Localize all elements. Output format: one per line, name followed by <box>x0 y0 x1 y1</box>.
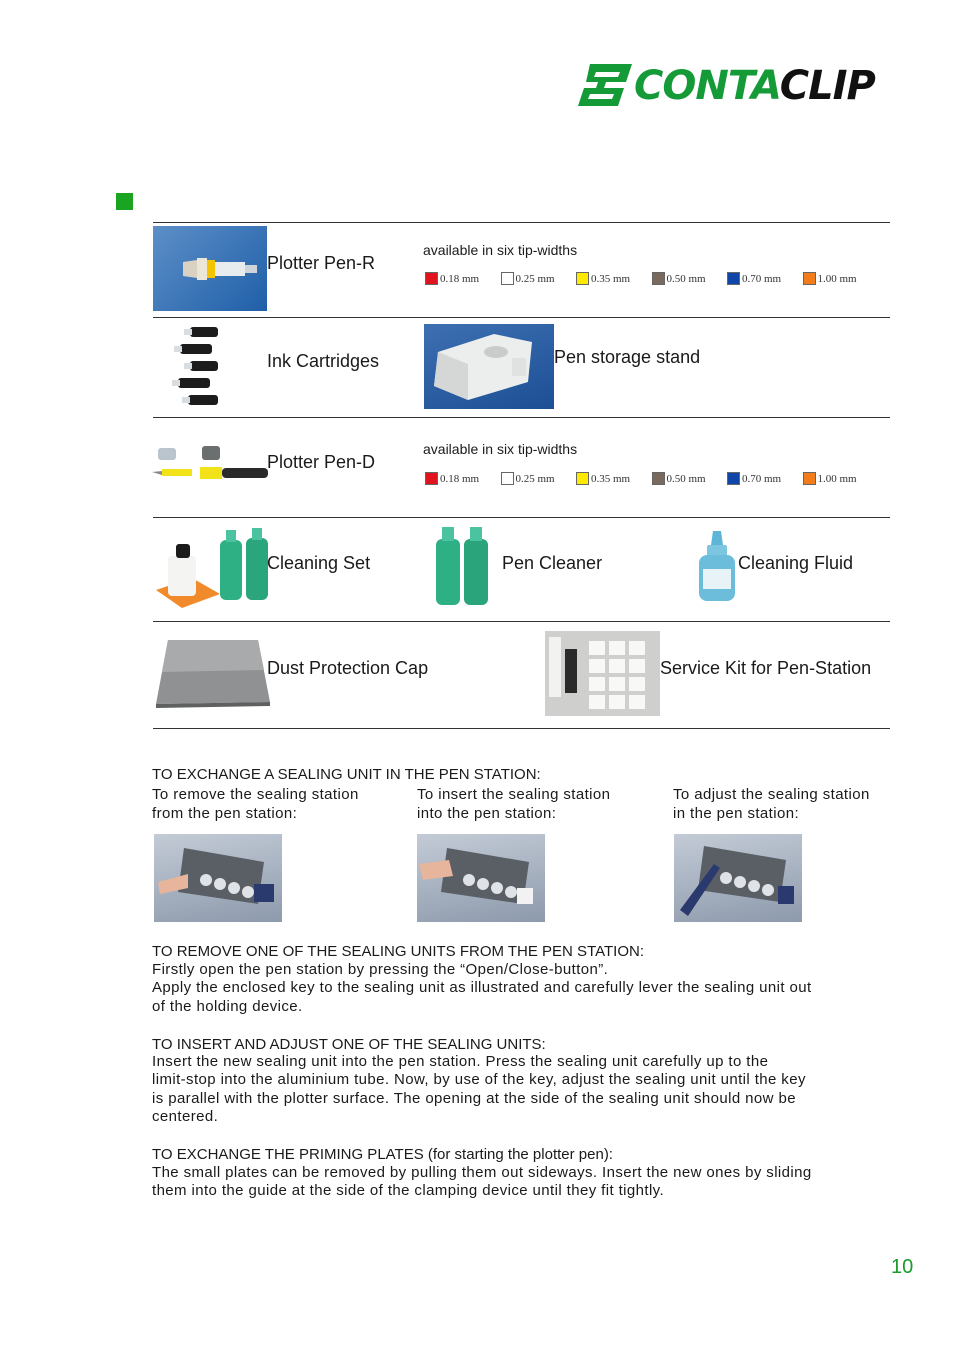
cleaning-set-label: Cleaning Set <box>267 553 371 573</box>
divider <box>153 417 890 418</box>
swatch-blue <box>727 272 740 285</box>
plotter-pen-d-photo <box>152 442 268 486</box>
tip-width-item <box>727 472 803 485</box>
insert-line-2: limit-stop into the aluminium tube. Now, by use of the key, adjust the sealing unit until the key <box>152 1071 806 1088</box>
adjust-step-photo <box>674 834 802 922</box>
tip-width-item <box>425 272 501 285</box>
tip-width-label: 0.70 mm <box>742 473 782 485</box>
insert-step-photo <box>417 834 545 922</box>
pen-cleaner-photo <box>434 527 492 607</box>
tip-widths-text: available in six tip-widths <box>423 441 578 457</box>
swatch-brown <box>652 272 665 285</box>
tip-width-item <box>803 272 879 285</box>
swatch-blue <box>727 472 740 485</box>
tip-width-item <box>501 472 577 485</box>
tip-width-item <box>727 272 803 285</box>
insert-line-3: is parallel with the plotter surface. The opening at the side of the sealing unit should now be <box>152 1090 796 1107</box>
swatch-yellow <box>576 472 589 485</box>
logo-wordmark <box>634 62 875 110</box>
remove-step-photo <box>154 834 282 922</box>
cleaning-set-photo <box>152 528 268 608</box>
tip-width-item <box>425 472 501 485</box>
insert-line-4: centered. <box>152 1108 219 1125</box>
service-kit-label: Service Kit for Pen-Station <box>660 658 872 678</box>
contaclip-emblem-icon <box>576 60 638 112</box>
tip-width-label: 1.00 mm <box>817 473 857 485</box>
service-kit-photo <box>545 631 660 716</box>
tip-width-item <box>652 272 728 285</box>
swatch-yellow <box>576 272 589 285</box>
divider <box>153 621 890 622</box>
tip-width-label: 0.18 mm <box>440 273 480 285</box>
tip-width-label: 0.35 mm <box>591 273 631 285</box>
plotter-pen-d-label: Plotter Pen-D <box>267 452 376 472</box>
swatch-white <box>501 472 514 485</box>
divider <box>153 222 890 223</box>
cleaning-fluid-photo <box>697 531 737 603</box>
swatch-red <box>425 272 438 285</box>
tip-width-item <box>501 272 577 285</box>
page-number: 10 <box>891 1256 914 1278</box>
pen-storage-stand-label: Pen storage stand <box>554 347 701 367</box>
tip-width-item <box>652 472 728 485</box>
dust-protection-cap-photo <box>154 636 272 708</box>
step-insert-line1: To insert the sealing station <box>417 786 611 803</box>
divider <box>153 517 890 518</box>
tip-width-item <box>576 472 652 485</box>
priming-line-1: The small plates can be removed by pulling them out sideways. Insert the new ones by sliding <box>152 1164 812 1181</box>
step-insert-line2: into the pen station: <box>417 805 557 822</box>
pen-cleaner-label: Pen Cleaner <box>502 553 603 573</box>
swatch-white <box>501 272 514 285</box>
dust-protection-cap-label: Dust Protection Cap <box>267 658 429 678</box>
tip-width-label: 0.50 mm <box>666 473 706 485</box>
ink-cartridges-photo <box>172 325 224 411</box>
plotter-pen-r-label: Plotter Pen-R <box>267 253 376 273</box>
swatch-red <box>425 472 438 485</box>
tip-width-item <box>576 272 652 285</box>
priming-heading: TO EXCHANGE THE PRIMING PLATES (for starting the plotter pen): <box>152 1146 613 1163</box>
divider <box>153 317 890 318</box>
step-remove-line1: To remove the sealing station <box>152 786 359 803</box>
plotter-pen-r-photo <box>153 226 267 311</box>
tip-width-label: 1.00 mm <box>817 273 857 285</box>
sealing-heading: TO EXCHANGE A SEALING UNIT IN THE PEN STATION: <box>152 766 541 783</box>
tip-width-label: 0.50 mm <box>666 273 706 285</box>
tip-width-item <box>803 472 879 485</box>
swatch-orange <box>803 472 816 485</box>
section-marker <box>116 193 133 210</box>
tip-width-swatches <box>425 472 878 485</box>
remove-line-2: Apply the enclosed key to the sealing unit as illustrated and carefully lever the sealing unit out <box>152 979 812 996</box>
pen-storage-stand-photo <box>424 324 554 409</box>
tip-width-label: 0.25 mm <box>515 473 555 485</box>
insert-heading: TO INSERT AND ADJUST ONE OF THE SEALING UNITS: <box>152 1036 546 1053</box>
step-adjust-line2: in the pen station: <box>673 805 800 822</box>
priming-line-2: them into the guide at the side of the clamping device until they fit tightly. <box>152 1182 665 1199</box>
remove-heading: TO REMOVE ONE OF THE SEALING UNITS FROM THE PEN STATION: <box>152 943 645 960</box>
ink-cartridges-label: Ink Cartridges <box>267 351 380 371</box>
remove-line-1: Firstly open the pen station by pressing the “Open/Close-button”. <box>152 961 609 978</box>
contaclip-logo <box>576 60 892 112</box>
tip-width-label: 0.25 mm <box>515 273 555 285</box>
remove-line-3: of the holding device. <box>152 998 303 1015</box>
cleaning-fluid-label: Cleaning Fluid <box>738 553 854 573</box>
logo-text-conta: CONTA <box>634 63 780 109</box>
tip-width-swatches <box>425 272 878 285</box>
tip-widths-text: available in six tip-widths <box>423 242 578 258</box>
insert-line-1: Insert the new sealing unit into the pen station. Press the sealing unit carefully up to the <box>152 1053 769 1070</box>
swatch-orange <box>803 272 816 285</box>
step-adjust-line1: To adjust the sealing station <box>673 786 870 803</box>
tip-width-label: 0.70 mm <box>742 273 782 285</box>
tip-width-label: 0.35 mm <box>591 473 631 485</box>
tip-width-label: 0.18 mm <box>440 473 480 485</box>
divider <box>153 728 890 729</box>
step-remove-line2: from the pen station: <box>152 805 298 822</box>
logo-text-clip: CLIP <box>779 63 875 109</box>
swatch-brown <box>652 472 665 485</box>
